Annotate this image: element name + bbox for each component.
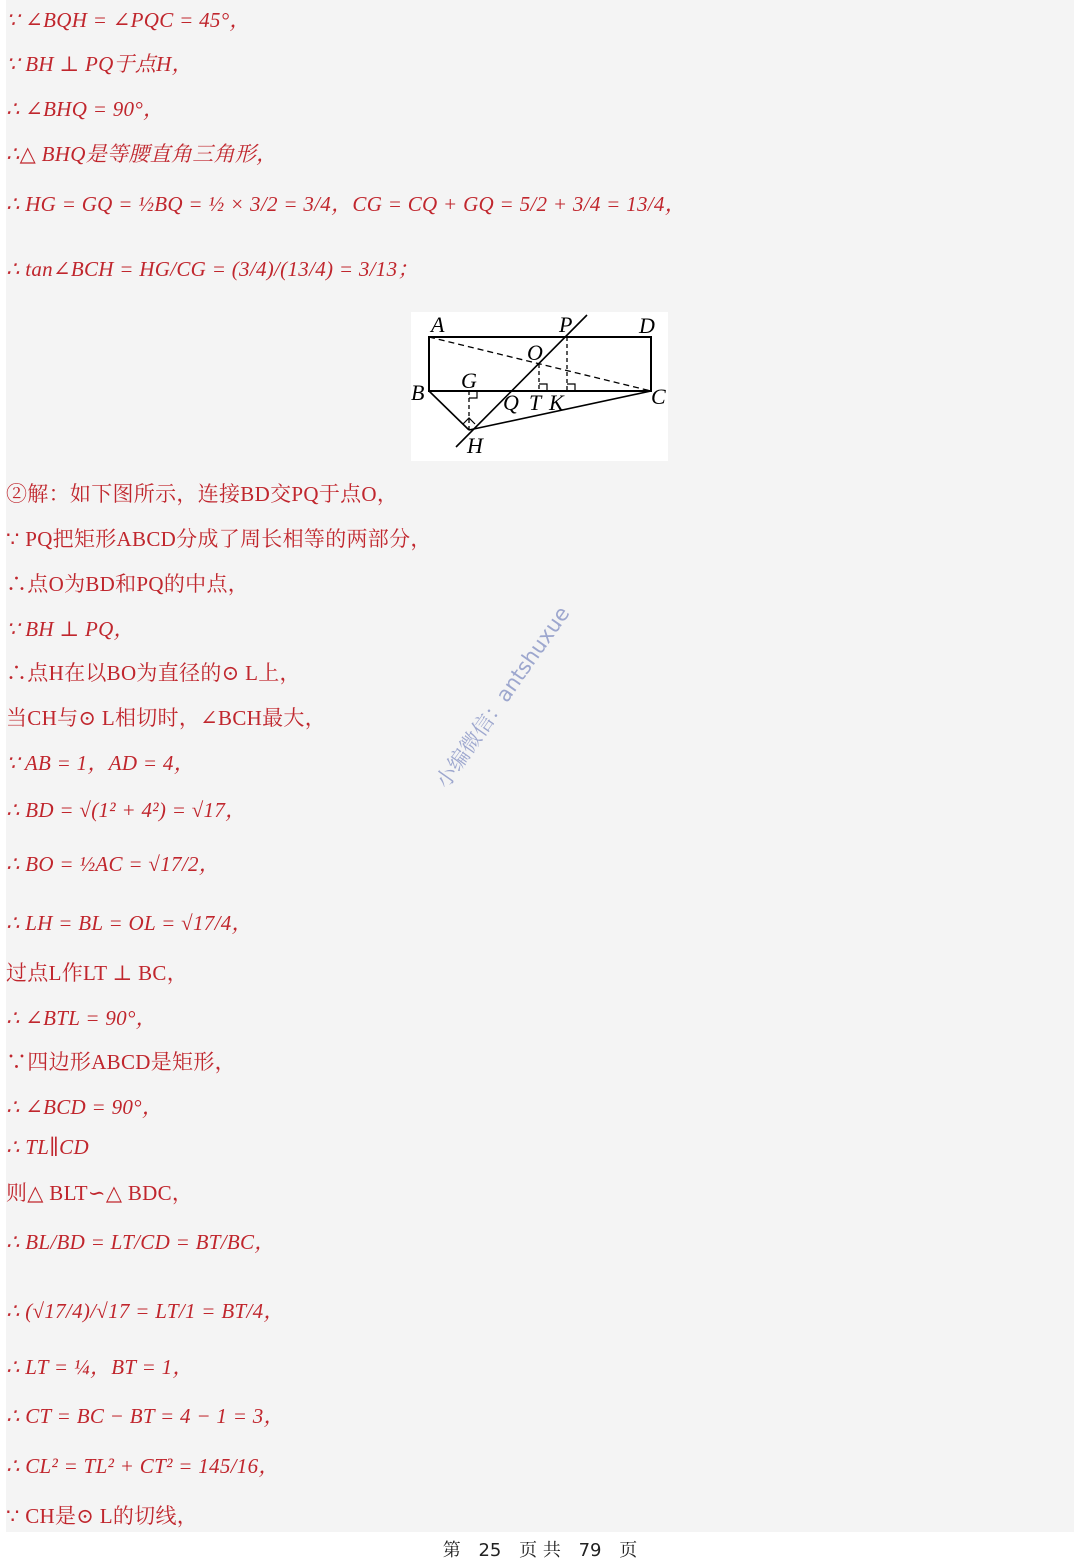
solution-line: ∵ CH是⊙ L的切线， — [6, 1504, 199, 1528]
solution-line: ∴ LH = BL = OL = √17/4， — [6, 911, 253, 935]
solution-line: ∴ CT = BC − BT = 4 − 1 = 3， — [6, 1404, 285, 1428]
solution-line: ∴ ∠BHQ = 90°， — [6, 97, 165, 121]
watermark-text: 小编微信：antshuxue — [430, 602, 575, 793]
solution-line: 当CH与⊙ L相切时，∠BCH最大， — [6, 706, 327, 730]
solution-line: ∴点H在以BO为直径的⊙ L上， — [6, 661, 301, 685]
label-h: H — [467, 433, 483, 458]
label-b: B — [411, 380, 425, 405]
label-a: A — [431, 312, 445, 337]
label-c: C — [651, 384, 666, 409]
solution-line: ∴△ BHQ是等腰直角三角形， — [6, 142, 278, 166]
label-o: O — [527, 340, 543, 365]
solution-line: ②解：如下图所示，连接BD交PQ于点O， — [6, 482, 399, 506]
solution-line: ∴ tan∠BCH = HG/CG = (3/4)/(13/4) = 3/13； — [6, 257, 419, 281]
solution-line: ∵ PQ把矩形ABCD分成了周长相等的两部分， — [6, 527, 432, 551]
right-angle-k — [567, 384, 575, 391]
solution-line: ∴ CL² = TL² + CT² = 145/16， — [6, 1454, 280, 1478]
label-d: D — [639, 313, 655, 338]
rectangle-abcd-diagram — [411, 312, 668, 461]
solution-line: ∴ (√17/4)/√17 = LT/1 = BT/4， — [6, 1299, 285, 1323]
label-p: P — [559, 312, 573, 337]
solution-line: ∴ ∠BCD = 90°， — [6, 1095, 164, 1119]
solution-line: 则△ BLT∽△ BDC， — [6, 1181, 194, 1205]
label-q: Q — [503, 390, 519, 415]
solution-line: ∵ ∠BQH = ∠PQC = 45°， — [6, 8, 251, 32]
label-k: K — [549, 390, 564, 415]
solution-line: ∴ HG = GQ = ½BQ = ½ × 3/2 = 3/4，CG = CQ + GQ = 5/2 + 3/4 = 13/4， — [6, 192, 687, 216]
geometry-figure — [411, 312, 668, 461]
total-pages: 79 — [578, 1540, 602, 1561]
solution-line: 过点L作LT ⊥ BC， — [6, 961, 189, 985]
footer-suffix: 页 — [619, 1540, 638, 1561]
solution-line: ∴ BL/BD = LT/CD = BT/BC， — [6, 1230, 276, 1254]
solution-line: ∵ BH ⊥ PQ于点H， — [6, 52, 193, 76]
solution-line: ∴ BD = √(1² + 4²) = √17， — [6, 798, 247, 822]
solution-line: ∴点O为BD和PQ的中点， — [6, 572, 250, 596]
solution-line: ∴ BO = ½AC = √17/2， — [6, 852, 221, 876]
label-g: G — [461, 368, 477, 393]
page-footer — [0, 1536, 1080, 1562]
footer-middle: 页 共 — [519, 1540, 561, 1561]
segment-bh — [429, 391, 469, 430]
solution-line: ∴ TL∥CD — [6, 1135, 89, 1159]
label-t: T — [529, 390, 542, 415]
footer-prefix: 第 — [442, 1540, 461, 1561]
page-number: 25 — [478, 1540, 502, 1561]
solution-line: ∵ BH ⊥ PQ， — [6, 617, 135, 641]
solution-line: ∵四边形ABCD是矩形， — [6, 1050, 236, 1074]
solution-line: ∴ LT = ¼，BT = 1， — [6, 1355, 194, 1379]
solution-line: ∵ AB = 1，AD = 4， — [6, 751, 196, 775]
solution-line: ∴ ∠BTL = 90°， — [6, 1006, 157, 1030]
